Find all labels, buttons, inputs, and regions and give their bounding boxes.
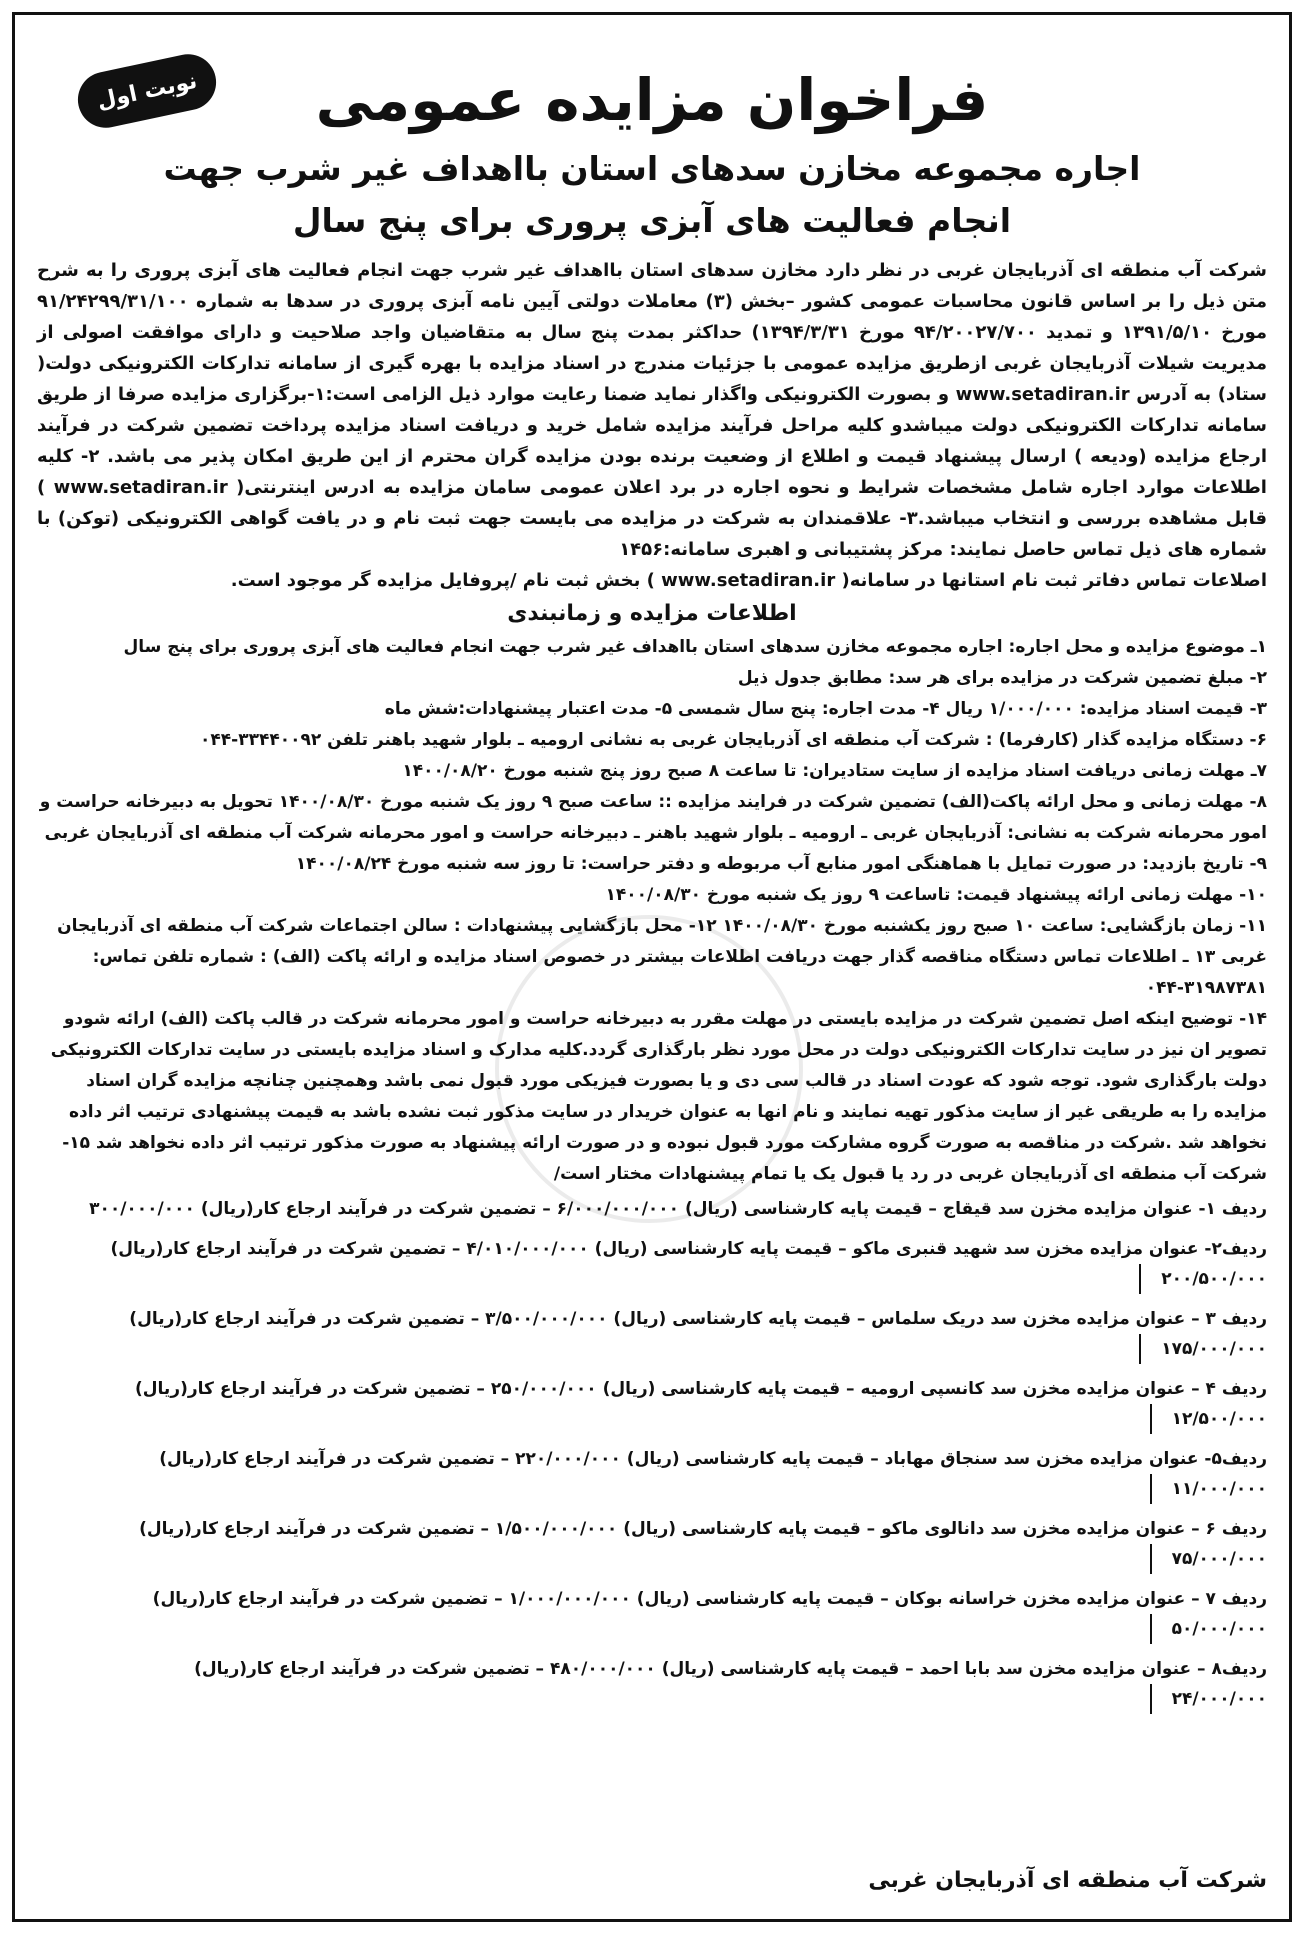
intro-text (15, 255, 1289, 596)
schedule-items (15, 632, 1289, 1190)
list-item: ۶- دستگاه مزایده گذار (کارفرما) : شرکت آب منطقه ای آذربایجان غربی به نشانی ارومیه ـ بلوار شهید باهنر تلفن ۳۳۴۴۰۰۹۲-۰۴۴ (199, 730, 1267, 750)
list-item: ۲- مبلغ تضمین شرکت در مزایده برای هر سد: مطابق جدول ذیل (737, 668, 1267, 688)
row-text: ردیف۸ – عنوان مزایده مخزن سد بابا احمد – قیمت پایه کارشناسی (ریال) ۴۸۰/۰۰۰/۰۰۰ – تضمین شرکت در فرآیند ارجاع کار(ریال) (194, 1659, 1267, 1679)
table-row (37, 1234, 1267, 1294)
website-link-3[interactable]: www.setadiran.ir (661, 570, 836, 591)
website-link-2[interactable]: www.setadiran.ir (53, 477, 228, 498)
intro-part-3: ) قابل مشاهده بررسی و انتخاب میباشد.۳- علاقمندان به شرکت در مزایده می بایست جهت ثبت نام و در یافت گواهی الکترونیکی (توکن) با شماره های ذیل تماس حاصل نمایند: مرکز پشتیبانی و اهبری سامانه:۱۴۵۶ (37, 477, 1267, 560)
row-guarantee-amount: ۱۱/۰۰۰/۰۰۰ (1150, 1474, 1267, 1504)
website-link-1[interactable]: www.setadiran.ir (955, 384, 1130, 405)
list-item: ۷ـ مهلت زمانی دریافت اسناد مزایده از سایت ستادیران: تا ساعت ۸ صبح روز پنج شنبه مورخ ۱۴۰۰/۰۸/۲۰ (402, 761, 1267, 781)
table-row (37, 1374, 1267, 1434)
row-text: ردیف۲- عنوان مزایده مخزن سد شهید قنبری ماکو – قیمت پایه کارشناسی (ریال) ۴/۰۱۰/۰۰۰/۰۰۰ – تضمین شرکت در فرآیند ارجاع کار(ریال) (110, 1239, 1267, 1259)
row-guarantee-amount: ۲۰۰/۵۰۰/۰۰۰ (1139, 1264, 1267, 1294)
table-row (37, 1514, 1267, 1574)
page-subtitle: اجاره مجموعه مخازن سدهای استان بااهداف غیر شرب جهت انجام فعالیت های آبزی پروری برای پنج سال (163, 149, 1141, 240)
table-row (37, 1654, 1267, 1714)
table-row (37, 1304, 1267, 1364)
issuer-signature: شرکت آب منطقه ای آذربایجان غربی (868, 1868, 1267, 1893)
dam-rows (15, 1194, 1289, 1714)
table-row (37, 1194, 1267, 1224)
list-item: ۱ـ موضوع مزایده و محل اجاره: اجاره مجموعه مخازن سدهای استان بااهداف غیر شرب جهت انجام فعالیت های آبزی پروری برای پنج سال (123, 637, 1267, 657)
section-title: اطلاعات مزایده و زمانبندی (507, 601, 797, 626)
intro-part-4a: اصلاعات تماس دفاتر ثبت نام استانها در سامانه( (841, 570, 1267, 591)
row-guarantee-amount: ۵۰/۰۰۰/۰۰۰ (1150, 1614, 1267, 1644)
row-text: ردیف۵- عنوان مزایده مخزن سد سنجاق مهاباد – قیمت پایه کارشناسی (ریال) ۲۲۰/۰۰۰/۰۰۰ – تضمین شرکت در فرآیند ارجاع کار(ریال) (159, 1449, 1267, 1469)
intro-part-4b: ) بخش ثبت نام /پروفایل مزایده گر موجود است. (230, 570, 655, 591)
table-row (37, 1584, 1267, 1644)
list-item: ۸- مهلت زمانی و محل ارائه پاکت(الف) تضمین شرکت در فرایند مزایده :: ساعت صبح ۹ روز یک شنبه مورخ ۱۴۰۰/۰۸/۳۰ تحویل به دبیرخانه حراست و امور محرمانه شرکت به نشانی: آذربایجان غربی ـ ارومیه ـ بلوار شهید باهنر ـ دبیرخانه حراست و امور محرمانه شرکت آب منطقه ای آذربایجان غربی ۹- تاریخ بازدید: در صورت تمایل با هماهنگی امور منابع آب مربوطه و دفتر حراست: تا روز سه شنبه مورخ ۱۴۰۰/۰۸/۲۴ (39, 792, 1267, 874)
row-text: ردیف ۳ – عنوان مزایده مخزن سد دریک سلماس – قیمت پایه کارشناسی (ریال) ۳/۵۰۰/۰۰۰/۰۰۰ – تضمین شرکت در فرآیند ارجاع کار(ریال) (129, 1309, 1267, 1329)
list-item: ۳- قیمت اسناد مزایده: ۱/۰۰۰/۰۰۰ ریال ۴- مدت اجاره: پنج سال شمسی ۵- مدت اعتبار پیشنهادات:شش ماه (384, 699, 1267, 719)
list-item: ۱۱- زمان بازگشایی: ساعت ۱۰ صبح روز یکشنبه مورخ ۱۴۰۰/۰۸/۳۰ ۱۲- محل بازگشایی پیشنهادات : سالن اجتماعات شرکت آب منطقه ای آذربایجان غربی ۱۳ ـ اطلاعات تماس دستگاه مناقصه گذار جهت دریافت اطلاعات بیشتر در خصوص اسناد مزایده و ارائه پاکت (الف) : شماره تلفن تماس: ۳۱۹۸۷۳۸۱-۰۴۴ (57, 916, 1267, 998)
list-item: ۱۰- مهلت زمانی ارائه پیشنهاد قیمت: تاساعت ۹ روز یک شنبه مورخ ۱۴۰۰/۰۸/۳۰ (605, 885, 1267, 905)
row-text: ردیف ۶ – عنوان مزایده مخزن سد دانالوی ماکو – قیمت پایه کارشناسی (ریال) ۱/۵۰۰/۰۰۰/۰۰۰ – تضمین شرکت در فرآیند ارجاع کار(ریال) (139, 1519, 1267, 1539)
row-text: ردیف ۴ – عنوان مزایده مخزن سد کانسپی ارومیه – قیمت پایه کارشناسی (ریال) ۲۵۰/۰۰۰/۰۰۰ – تضمین شرکت در فرآیند ارجاع کار(ریال) (135, 1379, 1267, 1399)
notice-frame (12, 12, 1292, 1922)
row-guarantee-amount: ۱۲/۵۰۰/۰۰۰ (1150, 1404, 1267, 1434)
intro-part-2: و بصورت الکترونیکی واگذار نماید ضمنا رعایت موارد ذیل الزامی است:۱-برگزاری مزایده صرفا از طریق سامانه تدارکات الکترونیکی دولت میباشدو کلیه مراحل فرآیند مزایده شامل خرید و دریافت اسناد مزایده پرداخت تضمین شرکت در فرآیند ارجاع مزایده (ودیعه ) ارسال پیشنهاد قیمت و اطلاع از وضعیت برنده بودن مزایده گران محترم از این طریق امکان پذیر می باشد. ۲- کلیه اطلاعات موارد اجاره شامل مشخصات شرایط و نحوه اجاره در برد اعلان عمومی سامان مزایده به ادرس اینترنتی( (37, 384, 1267, 498)
row-guarantee-amount: ۲۴/۰۰۰/۰۰۰ (1150, 1684, 1267, 1714)
round-badge: نوبت اول (73, 49, 222, 133)
page-title: فراخوان مزایده عمومی (315, 66, 989, 134)
row-text: ردیف ۷ – عنوان مزایده مخزن خراسانه بوکان – قیمت پایه کارشناسی (ریال) ۱/۰۰۰/۰۰۰/۰۰۰ – تضمین شرکت در فرآیند ارجاع کار(ریال) (152, 1589, 1267, 1609)
table-row (37, 1444, 1267, 1504)
row-text: ردیف ۱- عنوان مزایده مخزن سد قیقاج – قیمت پایه کارشناسی (ریال) ۶/۰۰۰/۰۰۰/۰۰۰ – تضمین شرکت در فرآیند ارجاع کار(ریال) ۳۰۰/۰۰۰/۰۰۰ (89, 1199, 1267, 1219)
intro-part-1: شرکت آب منطقه ای آذربایجان غربی در نظر دارد مخازن سدهای استان بااهداف غیر شرب جهت انجام فعالیت های آبزی پروری را به شرح متن ذیل را بر اساس قانون محاسبات عمومی کشور –بخش (۳) معاملات دولتی آیین نامه آبزی پروری در سدها به شماره ۹۱/۲۴۲۹۹/۳۱/۱۰۰ مورخ ۱۳۹۱/۵/۱۰ و تمدید ۹۴/۲۰۰۲۷/۷۰۰ مورخ ۱۳۹۴/۳/۳۱) حداکثر بمدت پنج سال به متقاضیان واجد صلاحیت و دارای موافقت اصولی از مدیریت شیلات آذربایجان غربی ازطریق مزایده عمومی با جزئیات مندرج در اسناد مزایده با بهره گیری از سامانه تدارکات الکترونیکی دولت( ستاد) به آدرس (37, 260, 1267, 405)
row-guarantee-amount: ۱۷۵/۰۰۰/۰۰۰ (1139, 1334, 1267, 1364)
list-item: ۱۴- توضیح اینکه اصل تضمین شرکت در مزایده بایستی در مهلت مقرر به دبیرخانه حراست و امور محرمانه شرکت در قالب پاکت (الف) ارائه شودو تصویر ان نیز در سایت تدارکات الکترونیکی دولت در محل مورد نظر بارگذاری گردد.کلیه مدارک و اسناد مزایده بایستی در سایت تدارکات الکترونیکی دولت بارگذاری شود. توجه شود که عودت اسناد در قالب سی دی و یا بصورت فیزیکی مورد قبول نمی باشد وهمچنین چنانچه مزایده گران اسناد مزایده را به طریقی غیر از سایت مذکور تهیه نمایند و نام انها به عنوان خریدار در سایت مذکور ثبت نشده باشد به قیمت پیشنهادی ترتیب اثر داده نخواهد شد .شرکت در مناقصه به صورت گروه مشارکت مورد قبول نبوده و در صورت ارائه پیشنهاد به صورت مذکور ترتیب اثر داده نخواهد شد ۱۵- شرکت آب منطقه ای آذربایجان غربی در رد یا قبول یک یا تمام پیشنهادات مختار است/ (50, 1009, 1267, 1184)
row-guarantee-amount: ۷۵/۰۰۰/۰۰۰ (1150, 1544, 1267, 1574)
